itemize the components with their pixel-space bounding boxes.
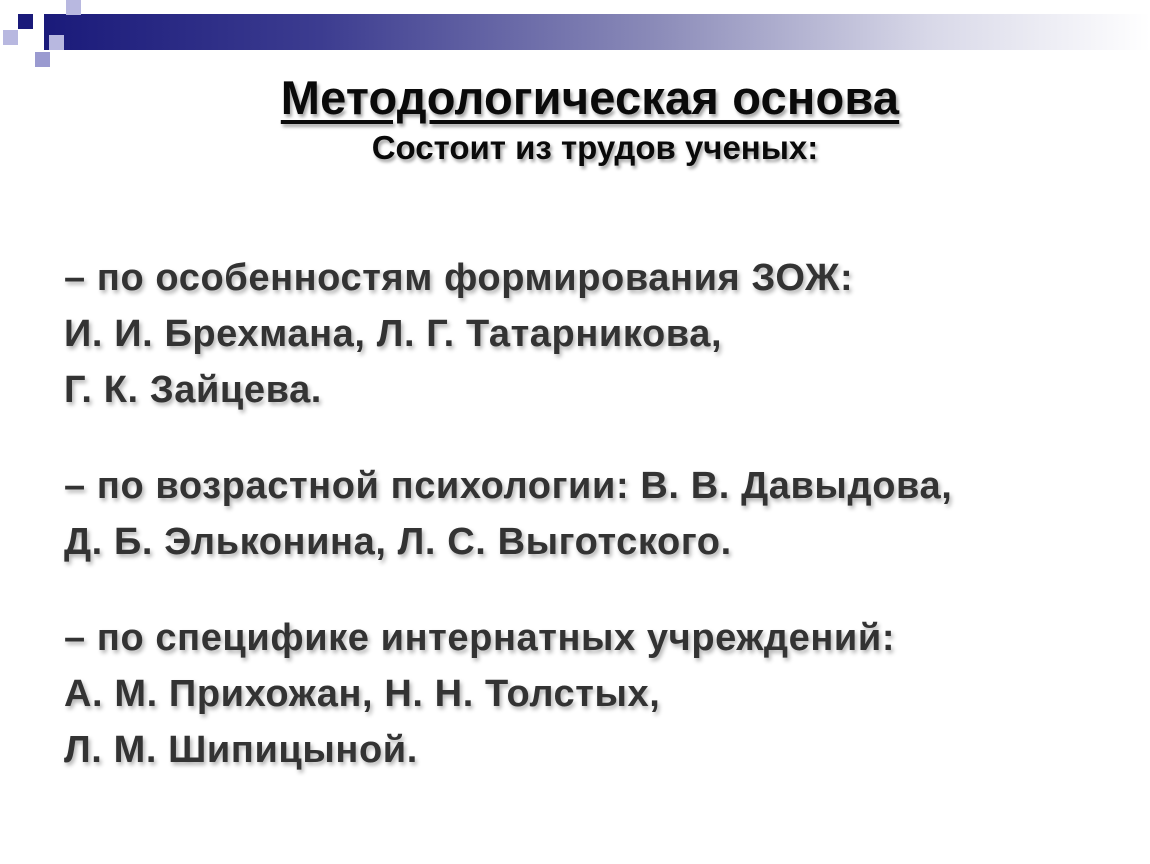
header-gradient-bar bbox=[44, 14, 1150, 50]
text-line: Г. К. Зайцева. bbox=[64, 369, 322, 411]
header-decoration bbox=[0, 0, 1150, 80]
text-line: Д. Б. Эльконина, Л. С. Выготского. bbox=[64, 521, 732, 563]
slide-subtitle: Состоит из трудов ученых: bbox=[371, 129, 819, 166]
slide-title: Методологическая основа bbox=[280, 71, 900, 124]
text-line: Л. М. Шипицыной. bbox=[64, 729, 418, 771]
decor-square bbox=[3, 30, 18, 45]
list-item bbox=[64, 250, 1124, 418]
list-item bbox=[64, 610, 1124, 778]
title-block bbox=[0, 70, 1150, 167]
decor-square bbox=[49, 35, 64, 50]
text-line: – по особенностям формирования ЗОЖ: bbox=[64, 257, 854, 299]
list-item bbox=[64, 458, 1124, 570]
text-line: – по возрастной психологии: В. В. Давыдова, bbox=[64, 465, 953, 507]
decor-square bbox=[18, 14, 33, 29]
decor-square bbox=[35, 52, 50, 67]
text-line: – по специфике интернатных учреждений: bbox=[64, 617, 896, 659]
content-body bbox=[64, 250, 1124, 818]
decor-square bbox=[66, 0, 81, 15]
text-line: И. И. Брехмана, Л. Г. Татарникова, bbox=[64, 313, 723, 355]
text-line: А. М. Прихожан, Н. Н. Толстых, bbox=[64, 673, 661, 715]
